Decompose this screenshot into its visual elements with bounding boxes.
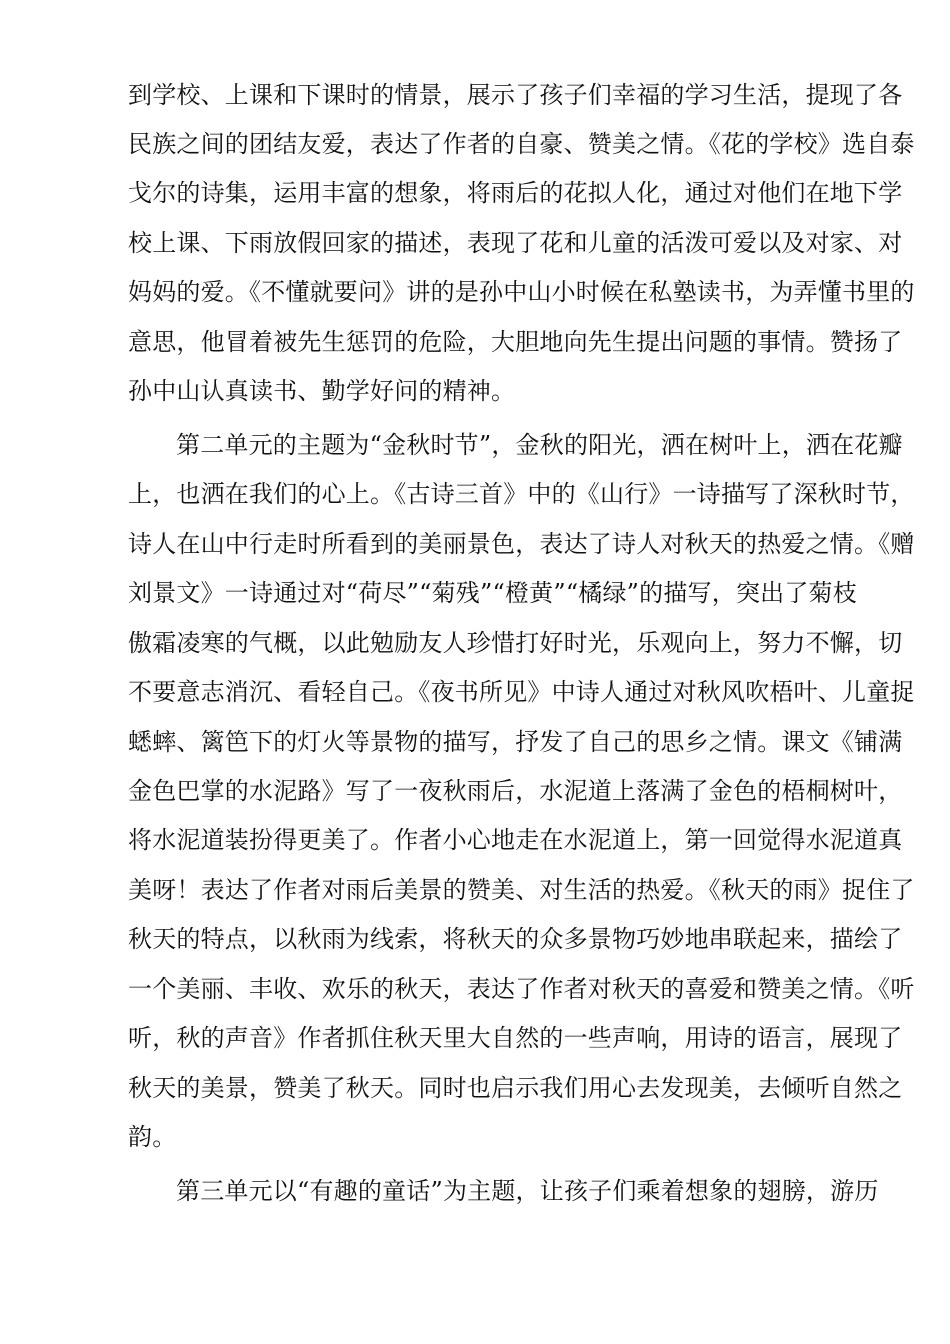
text-line: 秋天的特点，以秋雨为线索，将秋天的众多景物巧妙地串联起来，描绘了: [128, 925, 903, 953]
text-line: 妈妈的爱。《不懂就要问》讲的是孙中山小时候在私塾读书，为弄懂书里的: [128, 278, 915, 306]
text-line: 美呀！表达了作者对雨后美景的赞美、对生活的热爱。《秋天的雨》捉住了: [128, 876, 915, 904]
text-line: 听，秋的声音》作者抓住秋天里大自然的一些声响，用诗的语言，展现了: [128, 1024, 903, 1052]
text-line: 上，也洒在我们的心上。《古诗三首》中的《山行》一诗描写了深秋时节，: [128, 480, 915, 508]
text-line: 诗人在山中行走时所看到的美丽景色，表达了诗人对秋天的热爱之情。《赠: [128, 530, 915, 558]
text-line: 民族之间的团结友爱，表达了作者的自豪、赞美之情。《花的学校》选自泰: [128, 130, 915, 158]
paragraph-first-line: 第三单元以“有趣的童话”为主题，让孩子们乘着想象的翅膀，游历: [176, 1177, 879, 1205]
text-line: 金色巴掌的水泥路》写了一夜秋雨后，水泥道上落满了金色的梧桐树叶，: [128, 777, 903, 805]
text-line: 孙中山认真读书、勤学好问的精神。: [128, 377, 516, 405]
text-line: 蟋蟀、篱笆下的灯火等景物的描写，抒发了自己的思乡之情。课文《铺满: [128, 728, 903, 756]
text-line: 到学校、上课和下课时的情景，展示了孩子们幸福的学习生活，提现了各: [128, 81, 903, 109]
text-line: 一个美丽、丰收、欢乐的秋天，表达了作者对秋天的喜爱和赞美之情。《听: [128, 975, 915, 1003]
text-line: 刘景文》一诗通过对“荷尽”“菊残”“橙黄”“橘绿”的描写，突出了菊枝: [128, 579, 857, 607]
text-line: 秋天的美景，赞美了秋天。同时也启示我们用心去发现美，去倾听自然之: [128, 1074, 903, 1102]
text-line: 将水泥道装扮得更美了。作者小心地走在水泥道上，第一回觉得水泥道真: [128, 826, 903, 854]
text-line: 不要意志消沉、看轻自己。《夜书所见》中诗人通过对秋风吹梧叶、儿童捉: [128, 678, 915, 706]
text-line: 校上课、下雨放假回家的描述，表现了花和儿童的活泼可爱以及对家、对: [128, 229, 903, 257]
text-line: 韵。: [128, 1123, 177, 1151]
text-line: 戈尔的诗集，运用丰富的想象，将雨后的花拟人化，通过对他们在地下学: [128, 179, 903, 207]
text-line: 意思，他冒着被先生惩罚的危险，大胆地向先生提出问题的事情。赞扬了: [128, 328, 903, 356]
paragraph-first-line: 第二单元的主题为“金秋时节”，金秋的阳光，洒在树叶上，洒在花瓣: [176, 431, 903, 459]
text-line: 傲霜凌寒的气概，以此勉励友人珍惜打好时光，乐观向上，努力不懈，切: [128, 629, 903, 657]
